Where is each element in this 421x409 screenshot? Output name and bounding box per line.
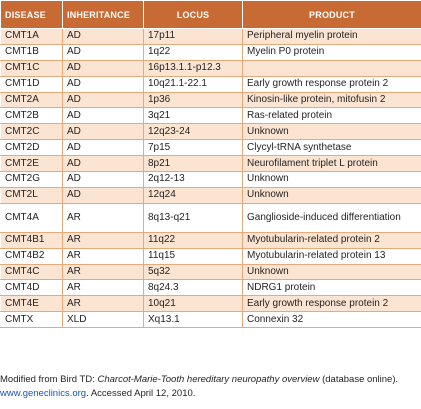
header-product: PRODUCT	[243, 1, 421, 29]
table-row	[1, 140, 421, 156]
locus-cell: 5q32	[144, 264, 243, 280]
locus-cell: 17p11	[144, 29, 243, 45]
product-cell: Unknown	[243, 124, 421, 140]
product-cell: Unknown	[243, 172, 421, 188]
table-row	[1, 156, 421, 172]
table-row	[1, 92, 421, 108]
table-row	[1, 203, 421, 232]
source-accessed: . Accessed April 12, 2010.	[86, 388, 196, 399]
locus-cell: 12q24	[144, 187, 243, 203]
disease-cell: CMT4B1	[1, 232, 63, 248]
disease-cell: CMT2G	[1, 172, 63, 188]
locus-cell: 1q22	[144, 44, 243, 60]
inheritance-cell: AR	[63, 248, 144, 264]
disease-cell: CMT1A	[1, 29, 63, 45]
product-cell: Kinosin-like protein, mitofusin 2	[243, 92, 421, 108]
table-body	[1, 29, 421, 328]
source-note	[0, 373, 421, 401]
disease-cell: CMT2C	[1, 124, 63, 140]
inheritance-cell: AD	[63, 156, 144, 172]
inheritance-cell: XLD	[63, 312, 144, 328]
disease-cell: CMT2E	[1, 156, 63, 172]
locus-cell: 8p21	[144, 156, 243, 172]
inheritance-cell: AD	[63, 187, 144, 203]
inheritance-cell: AR	[63, 203, 144, 232]
table-row	[1, 124, 421, 140]
inheritance-cell: AD	[63, 124, 144, 140]
inheritance-cell: AR	[63, 232, 144, 248]
source-suffix: (database online).	[319, 374, 399, 385]
inheritance-cell: AD	[63, 29, 144, 45]
product-cell: Early growth response protein 2	[243, 296, 421, 312]
locus-cell: 11q15	[144, 248, 243, 264]
table-row	[1, 44, 421, 60]
disease-cell: CMT1D	[1, 76, 63, 92]
disease-cell: CMT4D	[1, 280, 63, 296]
table-row	[1, 312, 421, 328]
source-prefix: Modified from Bird TD:	[0, 374, 98, 385]
inheritance-cell: AR	[63, 264, 144, 280]
disease-cell: CMT4B2	[1, 248, 63, 264]
table-row	[1, 296, 421, 312]
table-row	[1, 264, 421, 280]
locus-cell: Xq13.1	[144, 312, 243, 328]
locus-cell: 7p15	[144, 140, 243, 156]
table-row	[1, 76, 421, 92]
disease-cell: CMT4A	[1, 203, 63, 232]
disease-cell: CMT1B	[1, 44, 63, 60]
disease-cell: CMT2D	[1, 140, 63, 156]
table-row	[1, 29, 421, 45]
product-cell: Peripheral myelin protein	[243, 29, 421, 45]
product-cell: Clycyl-tRNA synthetase	[243, 140, 421, 156]
product-cell: Ras-related protein	[243, 108, 421, 124]
locus-cell: 2q12-13	[144, 172, 243, 188]
table-row	[1, 108, 421, 124]
product-cell: Myotubularin-related protein 2	[243, 232, 421, 248]
product-cell: Unknown	[243, 187, 421, 203]
product-cell: Early growth response protein 2	[243, 76, 421, 92]
table-row	[1, 232, 421, 248]
product-cell: Connexin 32	[243, 312, 421, 328]
locus-cell: 10q21	[144, 296, 243, 312]
header-disease: DISEASE	[1, 1, 63, 29]
inheritance-cell: AD	[63, 108, 144, 124]
locus-cell: 3q21	[144, 108, 243, 124]
locus-cell: 16p13.1.1-p12.3	[144, 60, 243, 76]
inheritance-cell: AD	[63, 92, 144, 108]
product-cell: Neurofilament triplet L protein	[243, 156, 421, 172]
locus-cell: 1p36	[144, 92, 243, 108]
table-row	[1, 248, 421, 264]
inheritance-cell: AD	[63, 76, 144, 92]
locus-cell: 10q21.1-22.1	[144, 76, 243, 92]
header-inheritance: INHERITANCE	[63, 1, 144, 29]
inheritance-cell: AR	[63, 296, 144, 312]
disease-cell: CMTX	[1, 312, 63, 328]
disease-cell: CMT2A	[1, 92, 63, 108]
disease-cell: CMT2B	[1, 108, 63, 124]
inheritance-cell: AD	[63, 60, 144, 76]
table-row	[1, 187, 421, 203]
locus-cell: 8q24.3	[144, 280, 243, 296]
locus-cell: 12q23-24	[144, 124, 243, 140]
product-cell: Myelin P0 protein	[243, 44, 421, 60]
table-row	[1, 280, 421, 296]
product-cell: Unknown	[243, 264, 421, 280]
disease-cell: CMT2L	[1, 187, 63, 203]
product-cell: Myotubularin-related protein 13	[243, 248, 421, 264]
inheritance-cell: AD	[63, 44, 144, 60]
disease-cell: CMT4C	[1, 264, 63, 280]
product-cell: Ganglioside-induced differentiation	[243, 203, 421, 232]
inheritance-cell: AD	[63, 172, 144, 188]
locus-cell: 11q22	[144, 232, 243, 248]
disease-cell: CMT4E	[1, 296, 63, 312]
inheritance-cell: AD	[63, 140, 144, 156]
locus-cell: 8q13-q21	[144, 203, 243, 232]
source-title: Charcot-Marie-Tooth hereditary neuropathy overview	[97, 374, 320, 385]
product-cell: NDRG1 protein	[243, 280, 421, 296]
header-row	[1, 1, 421, 29]
source-link[interactable]: www.geneclinics.org	[0, 388, 87, 399]
product-cell	[243, 60, 421, 76]
header-locus: LOCUS	[144, 1, 243, 29]
table-row	[1, 172, 421, 188]
table-row	[1, 60, 421, 76]
inheritance-cell: AR	[63, 280, 144, 296]
disease-cell: CMT1C	[1, 60, 63, 76]
